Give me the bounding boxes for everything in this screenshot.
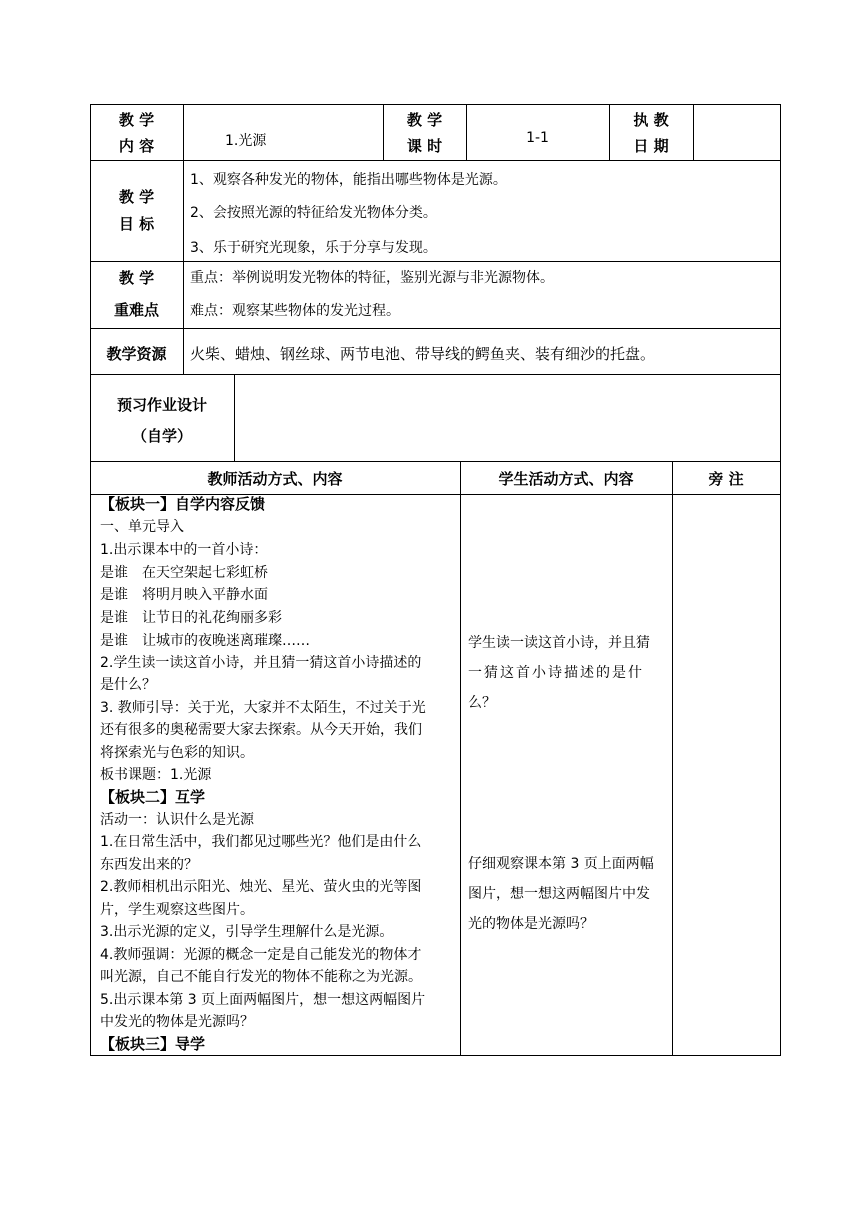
teacher-line: 1.出示课本中的一首小诗：: [100, 542, 268, 558]
teacher-line: 2.学生读一读这首小诗，并且猜一猜这首小诗描述的: [100, 655, 422, 671]
student-line: 图片，想一想这两幅图片中发: [468, 886, 650, 902]
teacher-line: 东西发出来的？: [100, 857, 198, 873]
table-right-border: [780, 104, 781, 1056]
teacher-line: 将探索光与色彩的知识。: [100, 745, 254, 761]
keypoints-label-line1: 教 学: [118, 269, 155, 287]
row-divider: [90, 461, 781, 462]
objective-item: 2、会按照光源的特征给发光物体分类。: [190, 205, 437, 221]
teacher-line: 片，学生观察这些图片。: [100, 902, 254, 918]
teacher-line: 还有很多的奥秘需要大家去探索。从今天开始，我们: [100, 722, 422, 738]
keypoint-item: 难点：观察某些物体的发光过程。: [190, 303, 400, 319]
keypoints-label-line2: 重难点: [113, 301, 159, 319]
table-bottom-border: [90, 1055, 781, 1056]
resources-label: 教学资源: [106, 345, 167, 363]
col-divider: [460, 461, 461, 1055]
row-divider: [90, 328, 781, 329]
keypoint-item: 重点：举例说明发光物体的特征，鉴别光源与非光源物体。: [190, 270, 554, 286]
teacher-line: 1.在日常生活中，我们都见过哪些光？他们是由什么: [100, 834, 422, 850]
teacher-column-header: 教师活动方式、内容: [207, 470, 343, 488]
teacher-line: 5.出示课本第 3 页上面两幅图片，想一想这两幅图片: [100, 992, 426, 1008]
objective-item: 1、观察各种发光的物体，能指出哪些物体是光源。: [190, 172, 507, 188]
preview-label-line1: 预习作业设计: [116, 396, 207, 414]
row-divider: [90, 374, 781, 375]
table-left-border: [90, 104, 91, 1056]
teacher-line: 板书课题：1.光源: [100, 767, 212, 783]
content-label-line2: 内 容: [118, 137, 155, 155]
date-label-line2: 日 期: [633, 137, 669, 155]
row-divider: [90, 261, 781, 262]
section-heading: 【板块二】互学: [100, 788, 206, 806]
preview-label-line2: （自学）: [131, 427, 192, 445]
period-label-line1: 教 学: [406, 111, 443, 129]
teacher-line: 是谁 在天空架起七彩虹桥: [100, 565, 268, 581]
content-value: 1.光源: [225, 133, 267, 149]
section-heading: 【板块一】自学内容反馈: [100, 495, 266, 513]
student-line: 一猜这首小诗描述的是什: [468, 665, 644, 681]
teacher-line: 活动一：认识什么是光源: [100, 812, 254, 828]
teacher-line: 中发光的物体是光源吗？: [100, 1014, 254, 1030]
period-label-line2: 课 时: [406, 137, 443, 155]
date-label-line1: 执 教: [633, 111, 669, 129]
notes-column-header: 旁 注: [708, 470, 744, 488]
teacher-line: 2.教师相机出示阳光、烛光、星光、萤火虫的光等图: [100, 879, 422, 895]
teacher-line: 叫光源，自己不能自行发光的物体不能称之为光源。: [100, 969, 422, 985]
student-line: 光的物体是光源吗？: [468, 916, 594, 932]
teacher-line: 是谁 将明月映入平静水面: [100, 587, 268, 603]
section-heading: 【板块三】导学: [100, 1035, 206, 1053]
col-divider: [672, 461, 673, 1055]
objectives-label-line1: 教 学: [118, 188, 155, 206]
teacher-line: 一、单元导入: [100, 519, 184, 535]
teacher-line: 4.教师强调：光源的概念一定是自己能发光的物体才: [100, 947, 422, 963]
student-line: 学生读一读这首小诗，并且猜: [468, 635, 650, 651]
teacher-line: 3. 教师引导：关于光，大家并不太陌生，不过关于光: [100, 700, 426, 716]
col-divider: [234, 374, 235, 461]
period-value: 1-1: [526, 130, 549, 146]
row-divider: [90, 104, 781, 105]
objectives-label-line2: 目 标: [118, 215, 155, 233]
teacher-line: 是谁 让城市的夜晚迷离璀璨……: [100, 633, 310, 649]
objective-item: 3、乐于研究光现象，乐于分享与发现。: [190, 240, 437, 256]
student-column-header: 学生活动方式、内容: [498, 470, 634, 488]
col-divider: [693, 104, 694, 160]
teacher-line: 3.出示光源的定义，引导学生理解什么是光源。: [100, 924, 394, 940]
student-line: 仔细观察课本第 3 页上面两幅: [468, 856, 654, 872]
student-line: 么？: [468, 695, 496, 711]
content-label-line1: 教 学: [118, 111, 155, 129]
teacher-line: 是谁 让节日的礼花绚丽多彩: [100, 610, 282, 626]
resources-value: 火柴、蜡烛、钢丝球、两节电池、带导线的鳄鱼夹、装有细沙的托盘。: [190, 345, 656, 363]
row-divider: [90, 160, 781, 161]
teacher-line: 是什么？: [100, 677, 156, 693]
col-divider: [183, 104, 184, 374]
